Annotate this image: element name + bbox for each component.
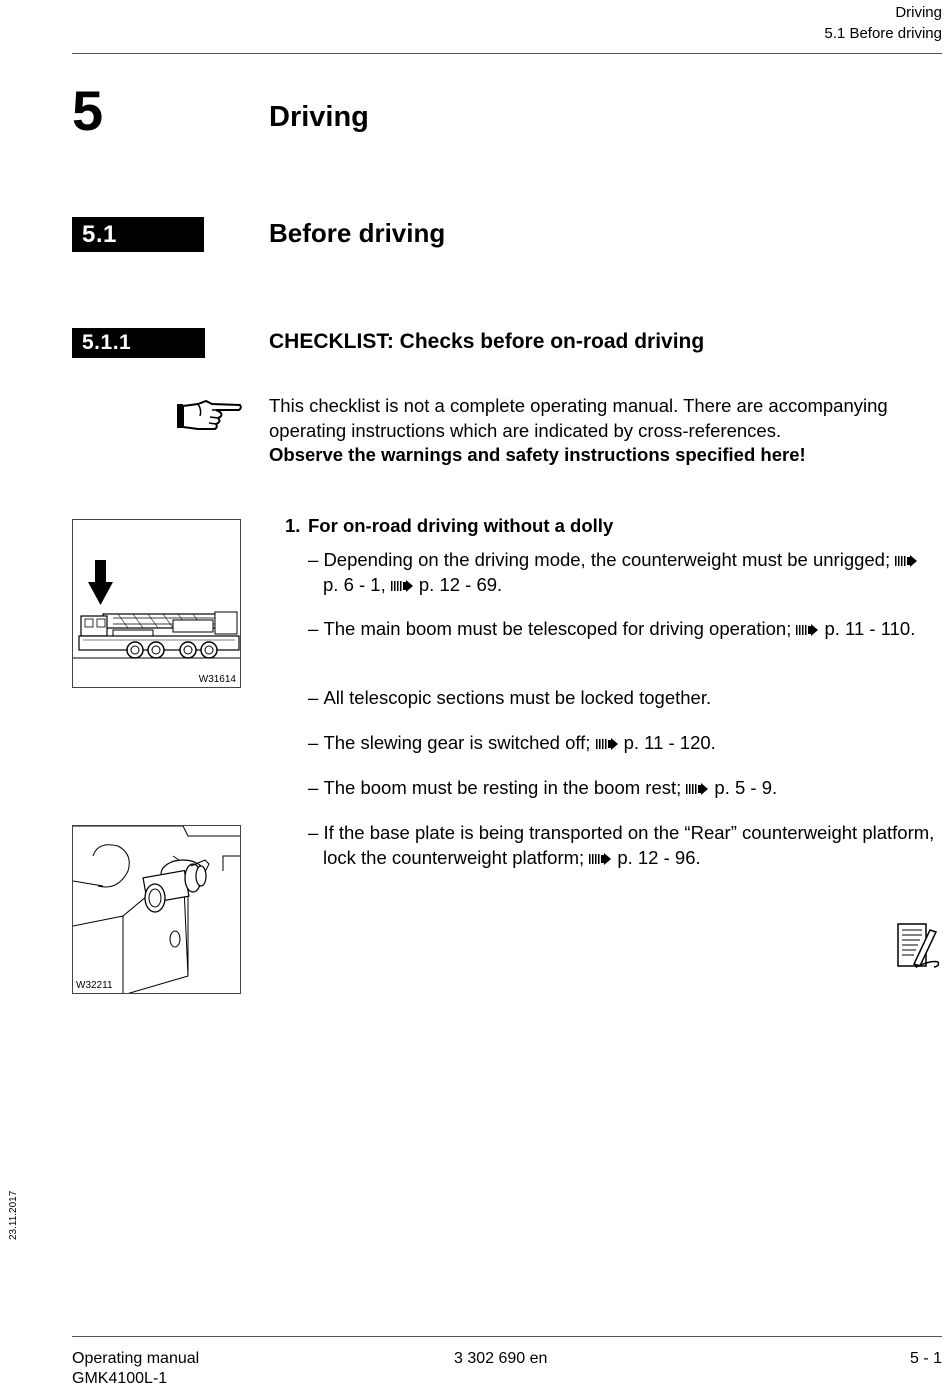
bullet-dash: – <box>308 732 319 753</box>
figure-base-plate-lock <box>72 825 241 994</box>
bullet-text: The main boom must be telescoped for driving operation; <box>323 618 792 639</box>
running-header <box>824 2 942 44</box>
checklist-item-number: 1. <box>285 515 301 536</box>
bullet-dash: – <box>308 687 319 708</box>
footer-left <box>72 1349 199 1384</box>
checklist-bullet <box>308 821 938 870</box>
footer-model: GMK4100L-1 <box>72 1370 168 1384</box>
running-header-chapter: Driving <box>895 4 942 21</box>
subsection-number-box: 5.1.1 <box>72 328 205 358</box>
cross-reference-arrow-icon <box>796 624 818 636</box>
cross-reference-link[interactable]: p. 11 - 120. <box>623 732 716 753</box>
chapter-number: 5 <box>72 79 104 142</box>
figure-label: W32211 <box>76 980 113 991</box>
note-text <box>269 394 949 468</box>
cross-reference-link[interactable]: p. 11 - 110. <box>824 618 916 639</box>
pointing-hand-icon <box>176 398 242 434</box>
footer-document-type: Operating manual <box>72 1350 200 1367</box>
checklist-item-heading <box>285 515 613 537</box>
revision-date: 23.11.2017 <box>8 1190 19 1240</box>
header-rule <box>72 53 942 54</box>
bullet-dash: – <box>308 822 319 843</box>
cross-reference-arrow-icon <box>596 738 618 750</box>
checklist-bullet <box>308 776 938 801</box>
page-number: 5 - 1 <box>909 1350 942 1367</box>
base-plate-lock-illustration <box>73 826 241 994</box>
bullet-text: All telescopic sections must be locked together. <box>323 687 712 708</box>
bullet-dash: – <box>308 618 319 639</box>
bullet-dash: – <box>308 777 319 798</box>
cross-reference-link[interactable]: p. 6 - 1, <box>323 573 386 595</box>
bullet-text: The boom must be resting in the boom rest; <box>323 777 682 798</box>
cross-reference-link[interactable]: p. 12 - 69. <box>418 573 503 595</box>
footer-document-number: 3 302 690 en <box>454 1350 548 1367</box>
section-title: Before driving <box>269 218 446 248</box>
chapter-title: Driving <box>269 101 369 133</box>
bullet-dash: – <box>308 549 319 570</box>
checklist-item-title: For on-road driving without a dolly <box>308 515 614 536</box>
cross-reference-arrow-icon <box>391 580 413 592</box>
bullet-text: The slewing gear is switched off; <box>323 732 591 753</box>
checklist-bullet <box>308 548 938 597</box>
checklist-bullet <box>308 686 938 711</box>
bullet-text: Depending on the driving mode, the counterweight must be unrigged; <box>323 549 891 570</box>
cross-reference-link[interactable]: p. 12 - 96. <box>617 846 701 868</box>
bullet-text: If the base plate is being transported on the “Rear” counterweight platform, lock the counterweight platform; <box>323 822 935 868</box>
figure-crane <box>72 519 241 688</box>
running-header-section: 5.1 Before driving <box>824 25 942 42</box>
note-line: This checklist is not a complete operating manual. There are accompanying operating instructions which are indicated by cross-references. <box>269 395 888 441</box>
subsection-title: CHECKLIST: Checks before on-road driving <box>269 330 705 353</box>
note-warning: Observe the warnings and safety instructions specified here! <box>269 444 806 465</box>
section-number-box: 5.1 <box>72 217 204 252</box>
figure-label: W31614 <box>198 674 236 685</box>
checklist-bullet <box>308 617 938 642</box>
footer-rule <box>72 1336 942 1337</box>
cross-reference-arrow-icon <box>895 555 917 567</box>
crane-illustration <box>73 520 241 688</box>
checklist-bullet <box>308 731 938 756</box>
cross-reference-arrow-icon <box>589 853 611 865</box>
cross-reference-arrow-icon <box>686 783 708 795</box>
cross-reference-link[interactable]: p. 5 - 9. <box>714 777 778 798</box>
checklist-document-icon <box>894 922 942 970</box>
